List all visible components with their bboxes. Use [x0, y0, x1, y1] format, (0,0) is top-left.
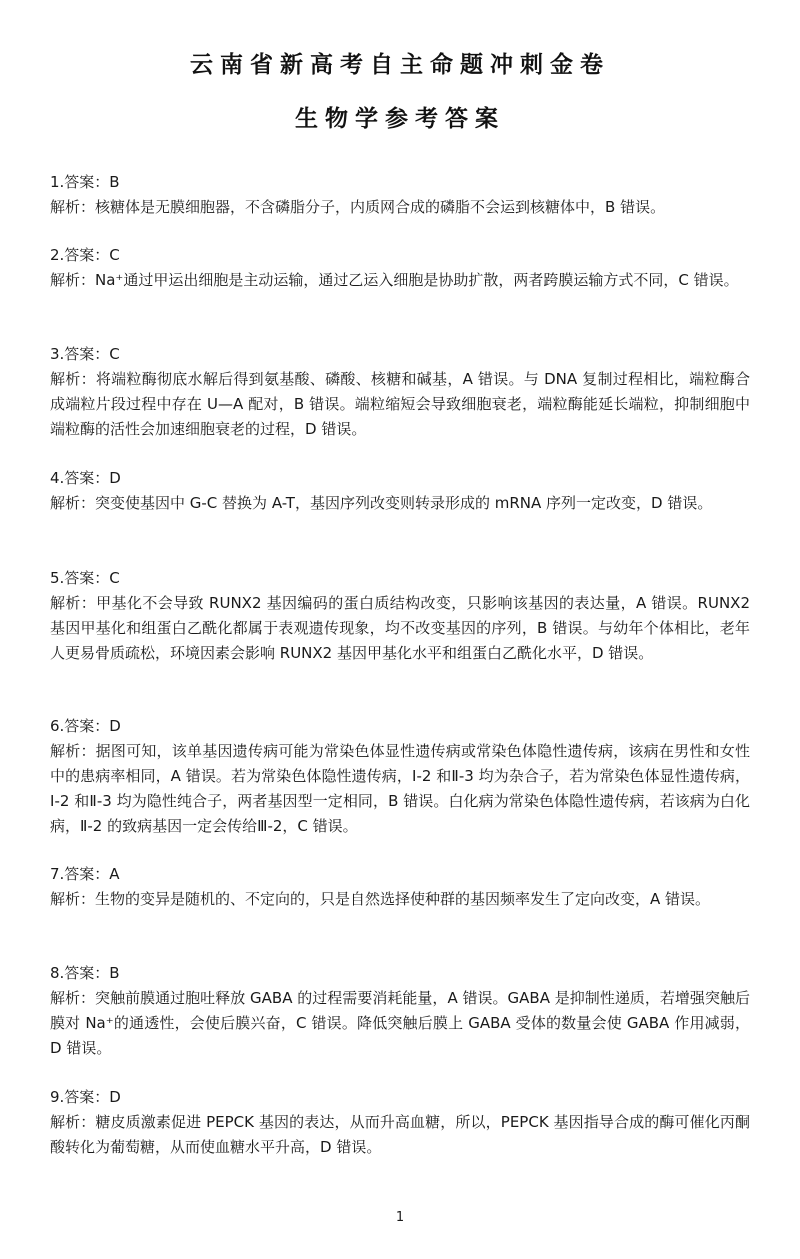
question-3 [50, 342, 750, 442]
page-title: 云南省新高考自主命题冲刺金卷 [190, 51, 610, 78]
question-9 [50, 1085, 750, 1160]
question-5 [50, 566, 750, 666]
answer-line: 5.答案：C [50, 569, 120, 587]
explanation-text: 解析：核糖体是无膜细胞器，不含磷脂分子，内质网合成的磷脂不会运到核糖体中，B 错误。 [50, 198, 666, 216]
answer-line: 3.答案：C [50, 345, 120, 363]
explanation-text: 解析：甲基化不会导致 RUNX2 基因编码的蛋白质结构改变，只影响该基因的表达量，A 错误。RUNX2 基因甲基化和组蛋白乙酰化都属于表观遗传现象，均不改变基因的序列，B 错误。与幼年个体相比，老年人更易骨质疏松，环境因素会影响 RUNX2 基因甲基化水平和组蛋白乙酰化水平，D 错误。 [50, 594, 750, 662]
answer-line: 1.答案：B [50, 173, 120, 191]
explanation-text: 解析：Na⁺通过甲运出细胞是主动运输，通过乙运入细胞是协助扩散，两者跨膜运输方式不同，C 错误。 [50, 271, 739, 289]
explanation-text: 解析：将端粒酶彻底水解后得到氨基酸、磷酸、核糖和碱基，A 错误。与 DNA 复制过程相比，端粒酶合成端粒片段过程中存在 U—A 配对，B 错误。端粒缩短会导致细胞衰老，端粒酶能延长端粒，抑制细胞中端粒酶的活性会加速细胞衰老的过程，D 错误。 [50, 370, 750, 438]
explanation-text: 解析：突触前膜通过胞吐释放 GABA 的过程需要消耗能量，A 错误。GABA 是抑制性递质，若增强突触后膜对 Na⁺的通透性，会使后膜兴奋，C 错误。降低突触后膜上 GABA 受体的数量会使 GABA 作用减弱，D 错误。 [50, 989, 750, 1057]
page-subtitle: 生物学参考答案 [295, 105, 505, 132]
answer-line: 8.答案：B [50, 964, 120, 982]
answer-line: 9.答案：D [50, 1088, 121, 1106]
question-8 [50, 961, 750, 1061]
question-1 [50, 170, 750, 220]
answer-line: 4.答案：D [50, 469, 121, 487]
answer-line: 7.答案：A [50, 865, 120, 883]
answer-line: 6.答案：D [50, 717, 121, 735]
answer-line: 2.答案：C [50, 246, 120, 264]
question-4 [50, 466, 750, 516]
explanation-text: 解析：糖皮质激素促进 PEPCK 基因的表达，从而升高血糖，所以，PEPCK 基因指导合成的酶可催化丙酮酸转化为葡萄糖，从而使血糖水平升高，D 错误。 [50, 1113, 750, 1156]
explanation-text: 解析：突变使基因中 G-C 替换为 A-T，基因序列改变则转录形成的 mRNA 序列一定改变，D 错误。 [50, 494, 713, 512]
question-2 [50, 243, 750, 293]
question-6 [50, 714, 750, 839]
question-7 [50, 862, 750, 912]
page-number: 1 [395, 1210, 405, 1225]
explanation-text: 解析：据图可知，该单基因遗传病可能为常染色体显性遗传病或常染色体隐性遗传病，该病在男性和女性中的患病率相同，A 错误。若为常染色体隐性遗传病，Ⅰ-2 和Ⅱ-3 均为杂合子，若为常染色体显性遗传病，Ⅰ-2 和Ⅱ-3 均为隐性纯合子，两者基因型一定相同，B 错误。白化病为常染色体隐性遗传病，若该病为白化病，Ⅱ-2 的致病基因一定会传给Ⅲ-2，C 错误。 [50, 742, 750, 835]
explanation-text: 解析：生物的变异是随机的、不定向的，只是自然选择使种群的基因频率发生了定向改变，A 错误。 [50, 890, 711, 908]
